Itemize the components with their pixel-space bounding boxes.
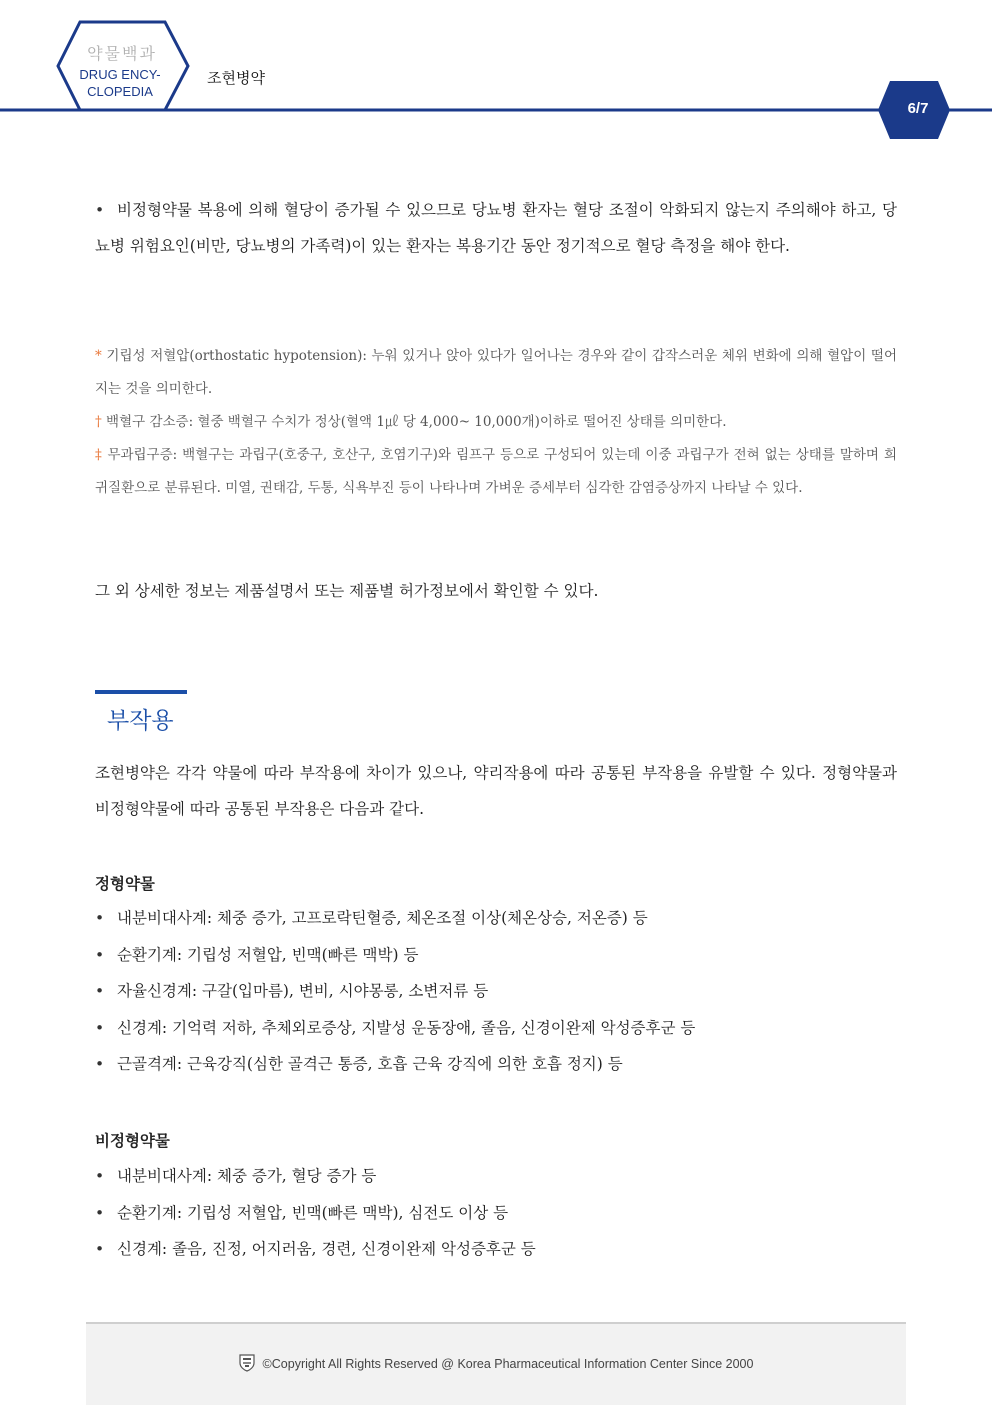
typical-drugs-heading: 정형약물	[95, 874, 155, 893]
dagger-mark: †	[95, 414, 102, 430]
page-footer	[86, 1322, 906, 1405]
footnote-text: 기립성 저혈압(orthostatic hypotension): 누워 있거나 앉아 있다가 일어나는 경우와 같이 갑작스러운 체위 변화에 의해 혈압이 떨어지는 것을 의미한다.	[95, 348, 897, 397]
typical-side-effects-list	[95, 900, 895, 1083]
asterisk-mark: *	[95, 348, 102, 364]
footnote-text: 무과립구증: 백혈구는 과립구(호중구, 호산구, 호염기구)와 림프구 등으로 구성되어 있는데 이중 과립구가 전혀 없는 상태를 말하며 희귀질환으로 분류된다. 미열, 권태감, 두통, 식욕부진 등이 나타나며 가벼운 증세부터 심각한 감염증상까지 나타날 수 있다.	[95, 447, 897, 496]
footnotes	[95, 340, 897, 505]
bullet-icon: •	[95, 1055, 105, 1073]
logo-en-line-2: CLOPEDIA	[87, 84, 153, 99]
footnote-orthostatic	[95, 340, 897, 406]
more-info-paragraph: 그 외 상세한 정보는 제품설명서 또는 제품별 허가정보에서 확인할 수 있다.	[95, 582, 599, 600]
logo-korean-text: 약물백과	[87, 44, 157, 63]
list-item: • 순환기계: 기립성 저혈압, 빈맥(빠른 맥박) 등	[95, 937, 895, 974]
atypical-side-effects-list	[95, 1158, 895, 1268]
bullet-icon: •	[95, 909, 105, 927]
list-item: • 자율신경계: 구갈(입마름), 변비, 시야몽롱, 소변저류 등	[95, 973, 895, 1010]
bullet-icon: •	[95, 1240, 105, 1258]
copyright-text: ©Copyright All Rights Reserved @ Korea Pharmaceutical Information Center Since 2000	[262, 1357, 754, 1371]
section-title-side-effects: 부작용	[107, 708, 174, 734]
footnote-agranulocytosis	[95, 439, 897, 505]
footer-copyright-line	[86, 1354, 906, 1375]
page-number-badge: 6/7	[907, 100, 929, 117]
list-item: • 신경계: 기억력 저하, 추체외로증상, 지발성 운동장애, 졸음, 신경이완제 악성증후군 등	[95, 1010, 895, 1047]
kpic-shield-icon	[239, 1354, 255, 1375]
double-dagger-mark: ‡	[95, 447, 103, 463]
page-header	[0, 0, 992, 140]
list-item: • 내분비대사계: 체중 증가, 고프로락틴혈증, 체온조절 이상(체온상승, 저온증) 등	[95, 900, 895, 937]
bullet-icon: •	[95, 1167, 105, 1185]
document-title: 조현병약	[207, 69, 265, 87]
list-item: • 근골격계: 근육강직(심한 골격근 통증, 호흡 근육 강직에 의한 호흡 정지) 등	[95, 1046, 895, 1083]
side-effects-intro: 조현병약은 각각 약물에 따라 부작용에 차이가 있으나, 약리작용에 따라 공통된 부작용을 유발할 수 있다. 정형약물과 비정형약물에 따라 공통된 부작용은 다음과 같다.	[95, 764, 897, 818]
intro-text: 비정형약물 복용에 의해 혈당이 증가될 수 있으므로 당뇨병 환자는 혈당 조절이 악화되지 않는지 주의해야 하고, 당뇨병 위험요인(비만, 당뇨병의 가족력)이 있는 환자는 복용기간 동안 정기적으로 혈당 측정을 해야 한다.	[95, 201, 897, 255]
bullet-icon: •	[95, 201, 105, 219]
atypical-drugs-heading: 비정형약물	[95, 1131, 170, 1150]
footnote-leukopenia	[95, 406, 897, 439]
logo-english-text	[70, 66, 170, 100]
list-item: • 순환기계: 기립성 저혈압, 빈맥(빠른 맥박), 심전도 이상 등	[95, 1195, 895, 1232]
bullet-icon: •	[95, 1203, 105, 1222]
list-item: • 내분비대사계: 체중 증가, 혈당 증가 등	[95, 1158, 895, 1195]
list-item: • 신경계: 졸음, 진정, 어지러움, 경련, 신경이완제 악성증후군 등	[95, 1231, 895, 1268]
intro-paragraph	[95, 192, 897, 264]
logo-en-line-1: DRUG ENCY-	[79, 67, 161, 82]
bullet-icon: •	[95, 945, 105, 964]
section-accent-bar	[95, 690, 187, 694]
bullet-icon: •	[95, 982, 105, 1000]
bullet-icon: •	[95, 1018, 105, 1037]
footnote-text: 백혈구 감소증: 혈중 백혈구 수치가 정상(혈액 1㎕ 당 4,000~ 10,000개)이하로 떨어진 상태를 의미한다.	[106, 414, 727, 430]
